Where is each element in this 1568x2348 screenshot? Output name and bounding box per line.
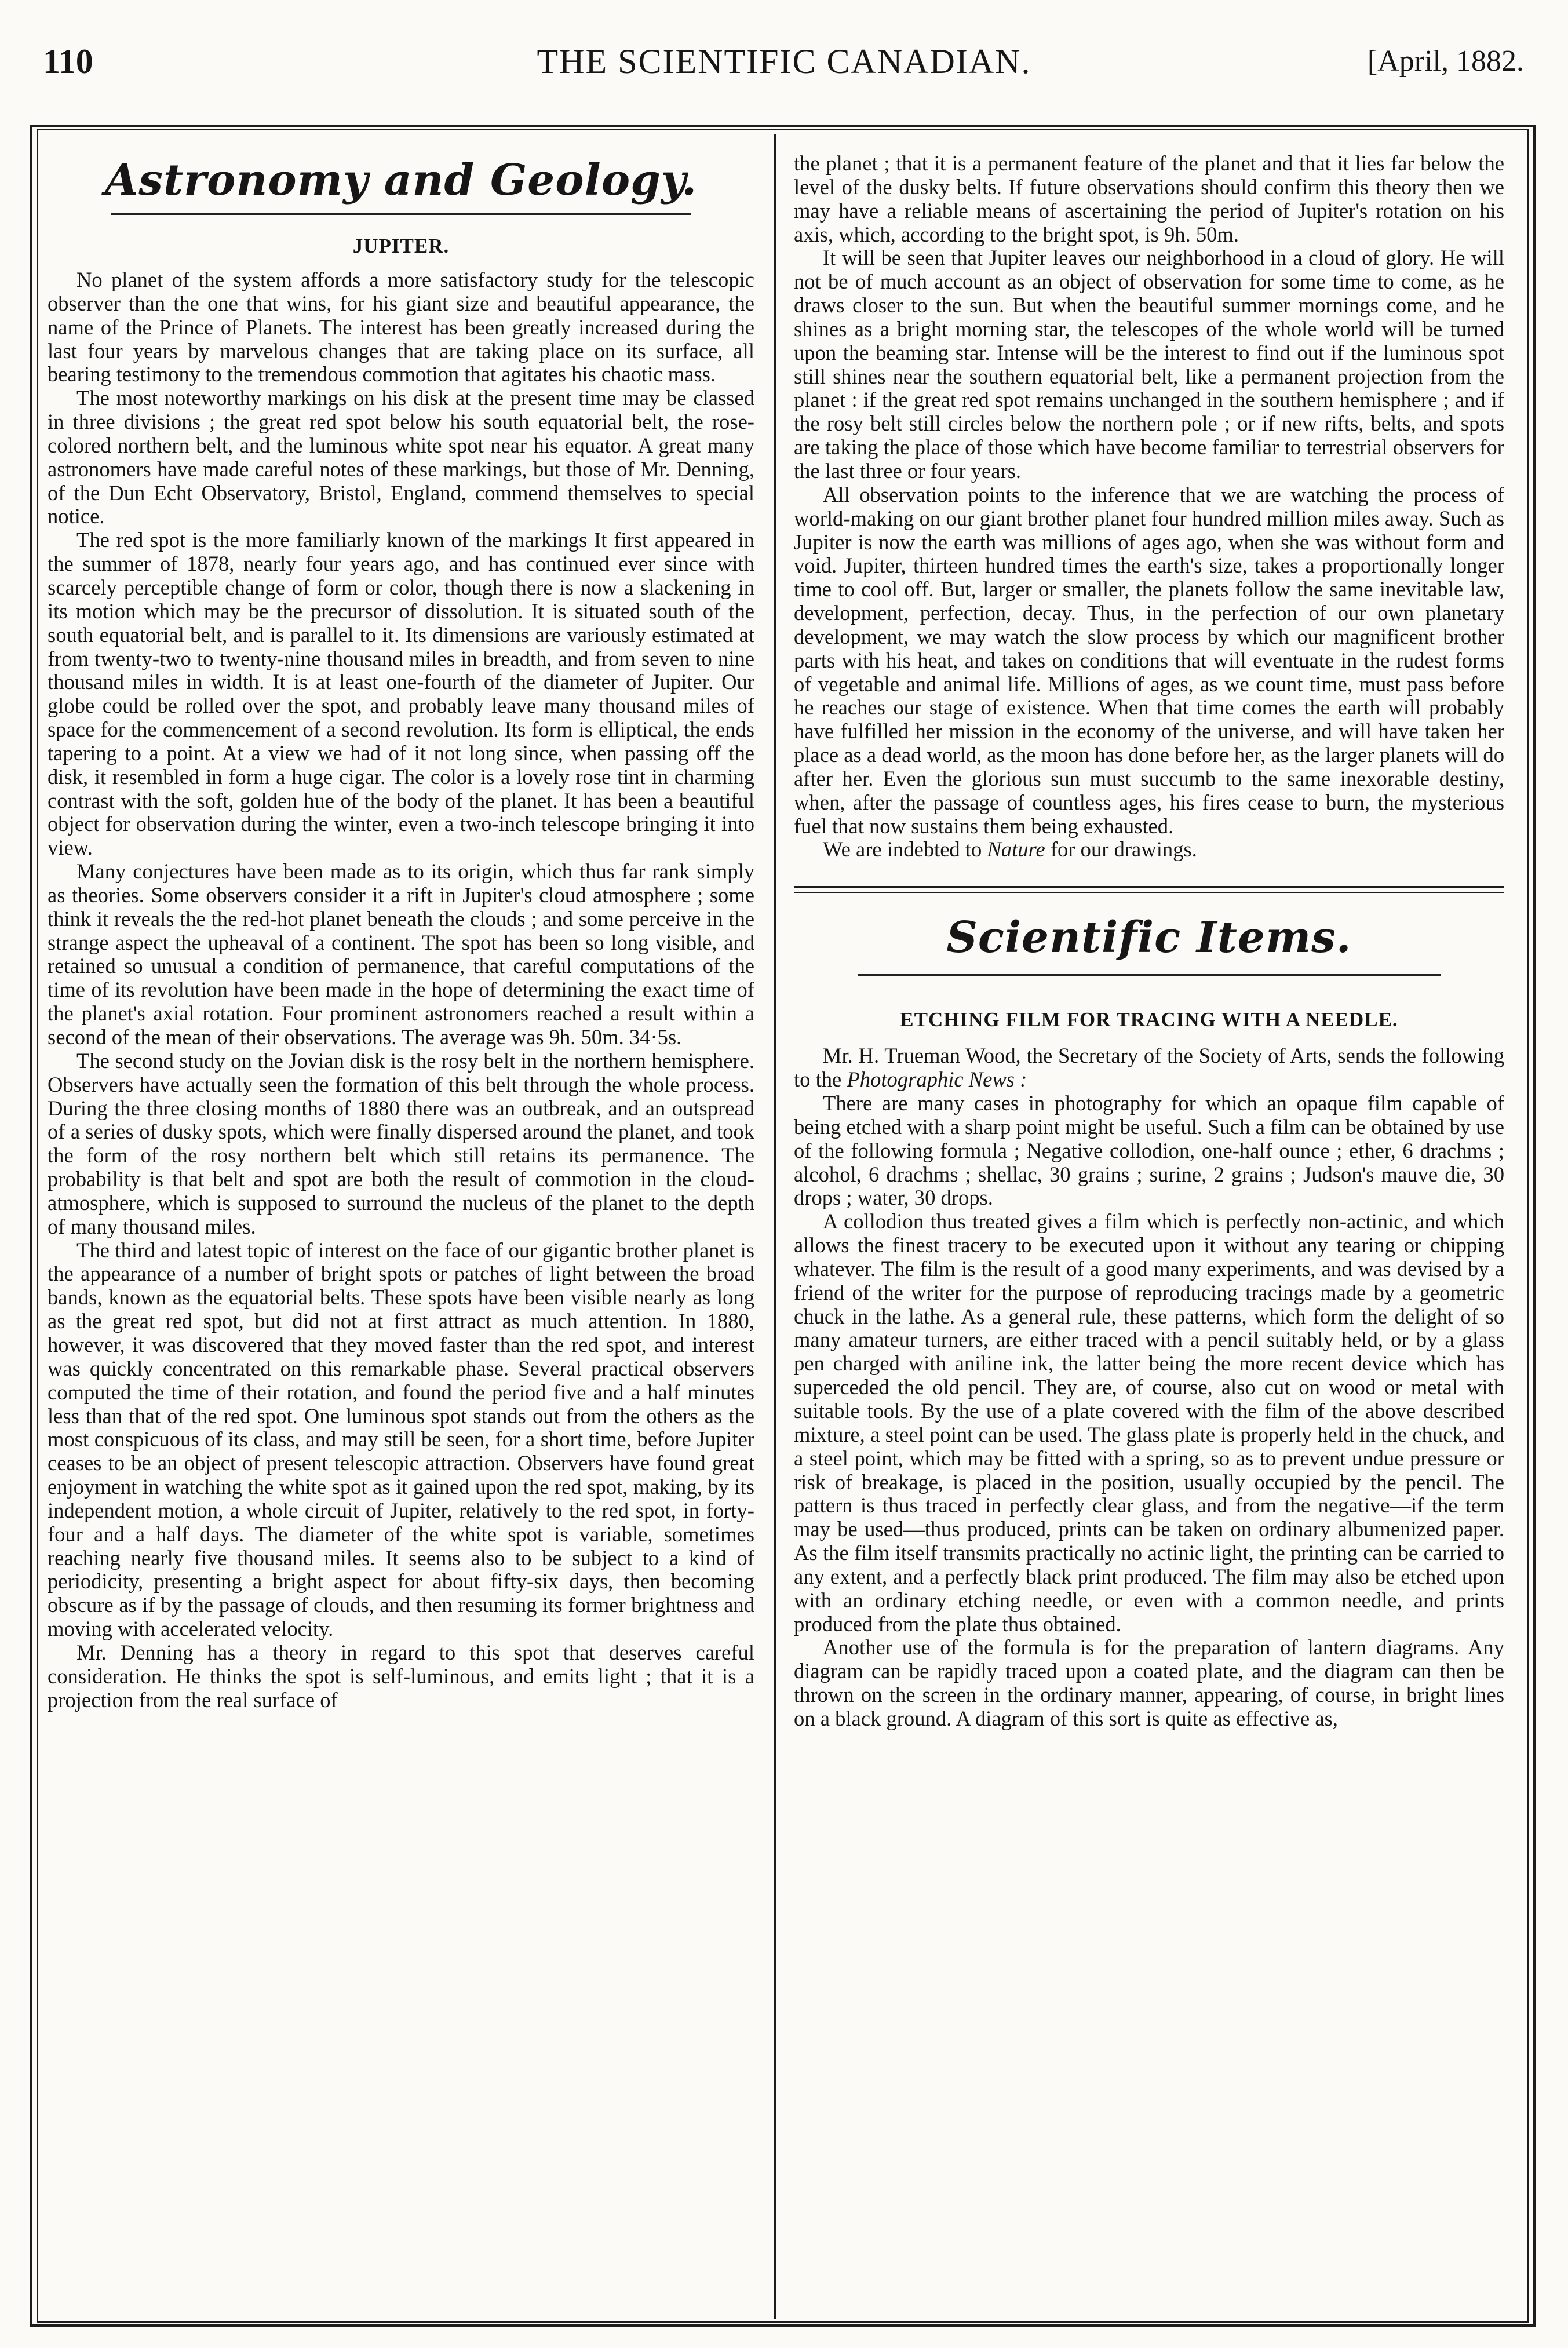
acknowledgement bbox=[794, 838, 1504, 862]
paragraph: No planet of the system affords a more satisfactory study for the telescopic observer than the one that wins, for his giant size and beautiful appearance, the name of the Prince of Planets. The interest has been greatly increased during the last four years by marvelous changes that are taking place on its surface, all bearing testimony to the tremendous commotion that agitates his chaotic mass. bbox=[48, 268, 754, 387]
running-head bbox=[0, 42, 1568, 94]
left-column bbox=[48, 152, 754, 2307]
page-number: 110 bbox=[43, 42, 93, 81]
ack-text-end: for our drawings. bbox=[1045, 837, 1197, 862]
intro-paragraph bbox=[794, 1044, 1504, 1092]
journal-title: THE SCIENTIFIC CANADIAN. bbox=[537, 42, 1031, 81]
ack-text: We are indebted to bbox=[823, 837, 987, 862]
paragraph: The second study on the Jovian disk is the rosy belt in the northern hemisphere. Observers have actually seen the formation of this belt through the whole process. During the three closing months of 1880 there was an outbreak, and an outspread of a series of dusky spots, which were finally dispersed around the planet, and took the form of the rosy northern belt which still retains its permanence. The probability is that belt and spot are both the result of commotion in the cloud-atmosphere, which is supposed to surround the nucleus of the planet to the depth of many thousand miles. bbox=[48, 1048, 754, 1238]
paragraph: The most noteworthy markings on his disk at the present time may be classed in three divisions ; the great red spot below his south equatorial belt, the rose-colored northern belt, and the luminous white spot near his equator. A great many astronomers have made careful notes of these markings, but those of Mr. Denning, of the Dun Echt Observatory, Bristol, England, commend themselves to special notice. bbox=[48, 386, 754, 528]
continued-paragraph: the planet ; that it is a permanent feature of the planet and that it lies far below the level of the dusky belts. If future observations should confirm this theory then we may have a reliable means of ascertaining the period of Jupiter's rotation on his axis, which, according to the bright spot, is 9h. 50m. bbox=[794, 152, 1504, 246]
intro-text: Mr. H. Trueman Wood, the Secretary of the Society of Arts, sends the following to the bbox=[794, 1044, 1504, 1092]
paragraph: Another use of the formula is for the preparation of lantern diagrams. Any diagram can be rapidly traced upon a coated plate, and the diagram can then be thrown on the screen in the ordinary manner, appearing, of course, in bright lines on a black ground. A diagram of this sort is quite as effective as, bbox=[794, 1635, 1504, 1730]
section-title-astronomy: Astronomy and Geology. bbox=[104, 155, 698, 205]
double-rule-divider bbox=[794, 886, 1504, 893]
section-rule bbox=[111, 213, 691, 215]
paragraph: Many conjectures have been made as to its origin, which thus far rank simply as theories. Some observers consider it a rift in Jupiter's cloud atmosphere ; some think it reveals the the red-hot planet beneath the clouds ; and some perceive in the strange aspect the upheaval of a continent. The spot has been so long visible, and retained so unusual a condition of permanence, that careful computations of the time of its revolution have been made in the hope of determining the exact time of the planet's axial rotation. Four prominent astronomers reached a result within a second of the mean of their observations. The average was 9h. 50m. 34·5s. bbox=[48, 859, 754, 1049]
article-title-jupiter: JUPITER. bbox=[352, 235, 450, 257]
paragraph: It will be seen that Jupiter leaves our neighborhood in a cloud of glory. He will not be of much account as an object of observation for some time to come, as he draws closer to the sun. But when the beautiful summer mornings come, and he shines as a bright morning star, the telescopes of the whole world will be turned upon the beaming star. Intense will be the interest to find out if the luminous spot still shines near the southern equatorial belt, like a permanent projection from the planet : if the great red spot remains unchanged in the southern hemisphere ; and if the rosy belt still circles below the northern pole ; or if new rifts, belts, and spots are taking the place of those which have become familiar to terrestrial observers for the last three or four years. bbox=[794, 246, 1504, 483]
ack-source: Nature bbox=[987, 837, 1045, 862]
paragraph: There are many cases in photography for which an opaque film capable of being etched with a sharp point might be useful. Such a film can be obtained by use of the following formula ; Negative collodion, one-half ounce ; ether, 6 drachms ; alcohol, 6 drachms ; shellac, 30 grains ; surine, 2 grains ; Judson's mauve die, 30 drops ; water, 30 drops. bbox=[794, 1091, 1504, 1210]
issue-date: [April, 1882. bbox=[1367, 45, 1524, 78]
paragraph: Mr. Denning has a theory in regard to this spot that deserves careful consideration. He thinks the spot is self-luminous, and emits light ; that it is a projection from the real surface of bbox=[48, 1640, 754, 1712]
paragraph: The red spot is the more familiarly known of the markings It first appeared in the summer of 1878, nearly four years ago, and has continued ever since with scarcely perceptible change of form or color, though there is now a slackening in its motion which may be the precursor of dissolution. It is situated south of the south equatorial belt, and is parallel to it. Its dimensions are variously estimated at from twenty-two to twenty-nine thousand miles in breadth, and from seven to nine thousand miles in width. It is at least one-fourth of the diameter of Jupiter. Our globe could be rolled over the spot, and probably leave many thousand miles of space for the commencement of a second revolution. Its form is elliptical, the ends tapering to a point. At a view we had of it not long since, when passing off the disk, it resembled in form a huge cigar. The color is a lovely rose tint in charming contrast with the soft, golden hue of the body of the planet. It has been a beautiful object for observation during the winter, even a two-inch telescope bringing it into view. bbox=[48, 528, 754, 860]
section-rule bbox=[858, 974, 1441, 976]
article-title-etching-film: ETCHING FILM FOR TRACING WITH A NEEDLE. bbox=[900, 1008, 1398, 1031]
paragraph: A collodion thus treated gives a film which is perfectly non-actinic, and which allows the finest tracery to be executed upon it without any tearing or chipping whatever. The film is the result of a good many experiments, and was devised by a friend of the writer for the purpose of reproducing tracings made by a geometric chuck in the lathe. As a general rule, these patterns, which form the delight of so many amateur turners, are either traced with a pencil suitably held, or by a glass pen charged with aniline ink, the latter being the more recent device which has superceded the old pencil. They are, of course, also cut on wood or metal with suitable tools. By the use of a plate covered with the film of the above described mixture, a steel point can be used. The glass plate is properly held in the chuck, and a steel point, which may be fitted with a spring, so as to prevent undue pressure or risk of breakage, is placed in the position, usually occupied by the pencil. The pattern is thus traced in perfectly clear glass, and from the negative—if the term may be used—thus produced, prints can be taken on ordinary albumenized paper. As the film itself transmits practically no actinic light, the printing can be carried to any extent, and a perfectly black print produced. The film may also be etched upon with an ordinary etching needle, or even with a common needle, and prints produced from the plate thus obtained. bbox=[794, 1209, 1504, 1636]
intro-source: Photographic News : bbox=[847, 1067, 1027, 1092]
paragraph: The third and latest topic of interest on the face of our gigantic brother planet is the appearance of a number of bright spots or patches of light between the broad bands, known as the equatorial belts. These spots have been visible nearly as long as the great red spot, but did not at first attract as much attention. In 1880, however, it was discovered that they moved faster than the red spot, and interest was quickly concentrated on this remarkable phase. Several practical observers computed the time of their rotation, and found the period five and a half minutes less than that of the red spot. One luminous spot stands out from the others as the most conspicuous of its class, and may still be seen, for a short time, before Jupiter ceases to be an object of present telescopic attraction. Observers have found great enjoyment in watching the white spot as it gained upon the red spot, making, by its independent motion, a whole circuit of Jupiter, relatively to the red spot, in forty-four and a half days. The diameter of the white spot is variable, sometimes reaching nearly five thousand miles. It seems also to be subject to a kind of periodicity, presenting a bright aspect for about fifty-six days, then becoming obscure as if by the passage of clouds, and then resuming its former brightness and moving with accelerated velocity. bbox=[48, 1238, 754, 1641]
right-column bbox=[794, 152, 1504, 2307]
column-divider bbox=[774, 134, 776, 2319]
paragraph: All observation points to the inference that we are watching the process of world-making on our giant brother planet four hundred million miles away. Such as Jupiter is now the earth was millions of ages ago, when she was without form and void. Jupiter, thirteen hundred times the earth's size, takes a proportionally longer time to cool off. But, larger or smaller, the planets follow the same inevitable law, development, perfection, decay. Thus, in the perfection of our own planetary development, we may watch the slow process by which our magnificent brother parts with his heat, and takes on conditions that will eventuate in the rudest forms of vegetable and animal life. Millions of ages, as we count time, must pass before he reaches our stage of existence. When that time comes the earth will probably have fulfilled her mission in the economy of the universe, and will have taken her place as a dead world, as the moon has done before her, as the larger planets will do after her. Even the glorious sun must succumb to the same inexorable destiny, when, after the passage of countless ages, his fires cease to burn, the mysterious fuel that now sustains them being exhausted. bbox=[794, 482, 1504, 838]
section-title-scientific-items: Scientific Items. bbox=[946, 913, 1352, 963]
